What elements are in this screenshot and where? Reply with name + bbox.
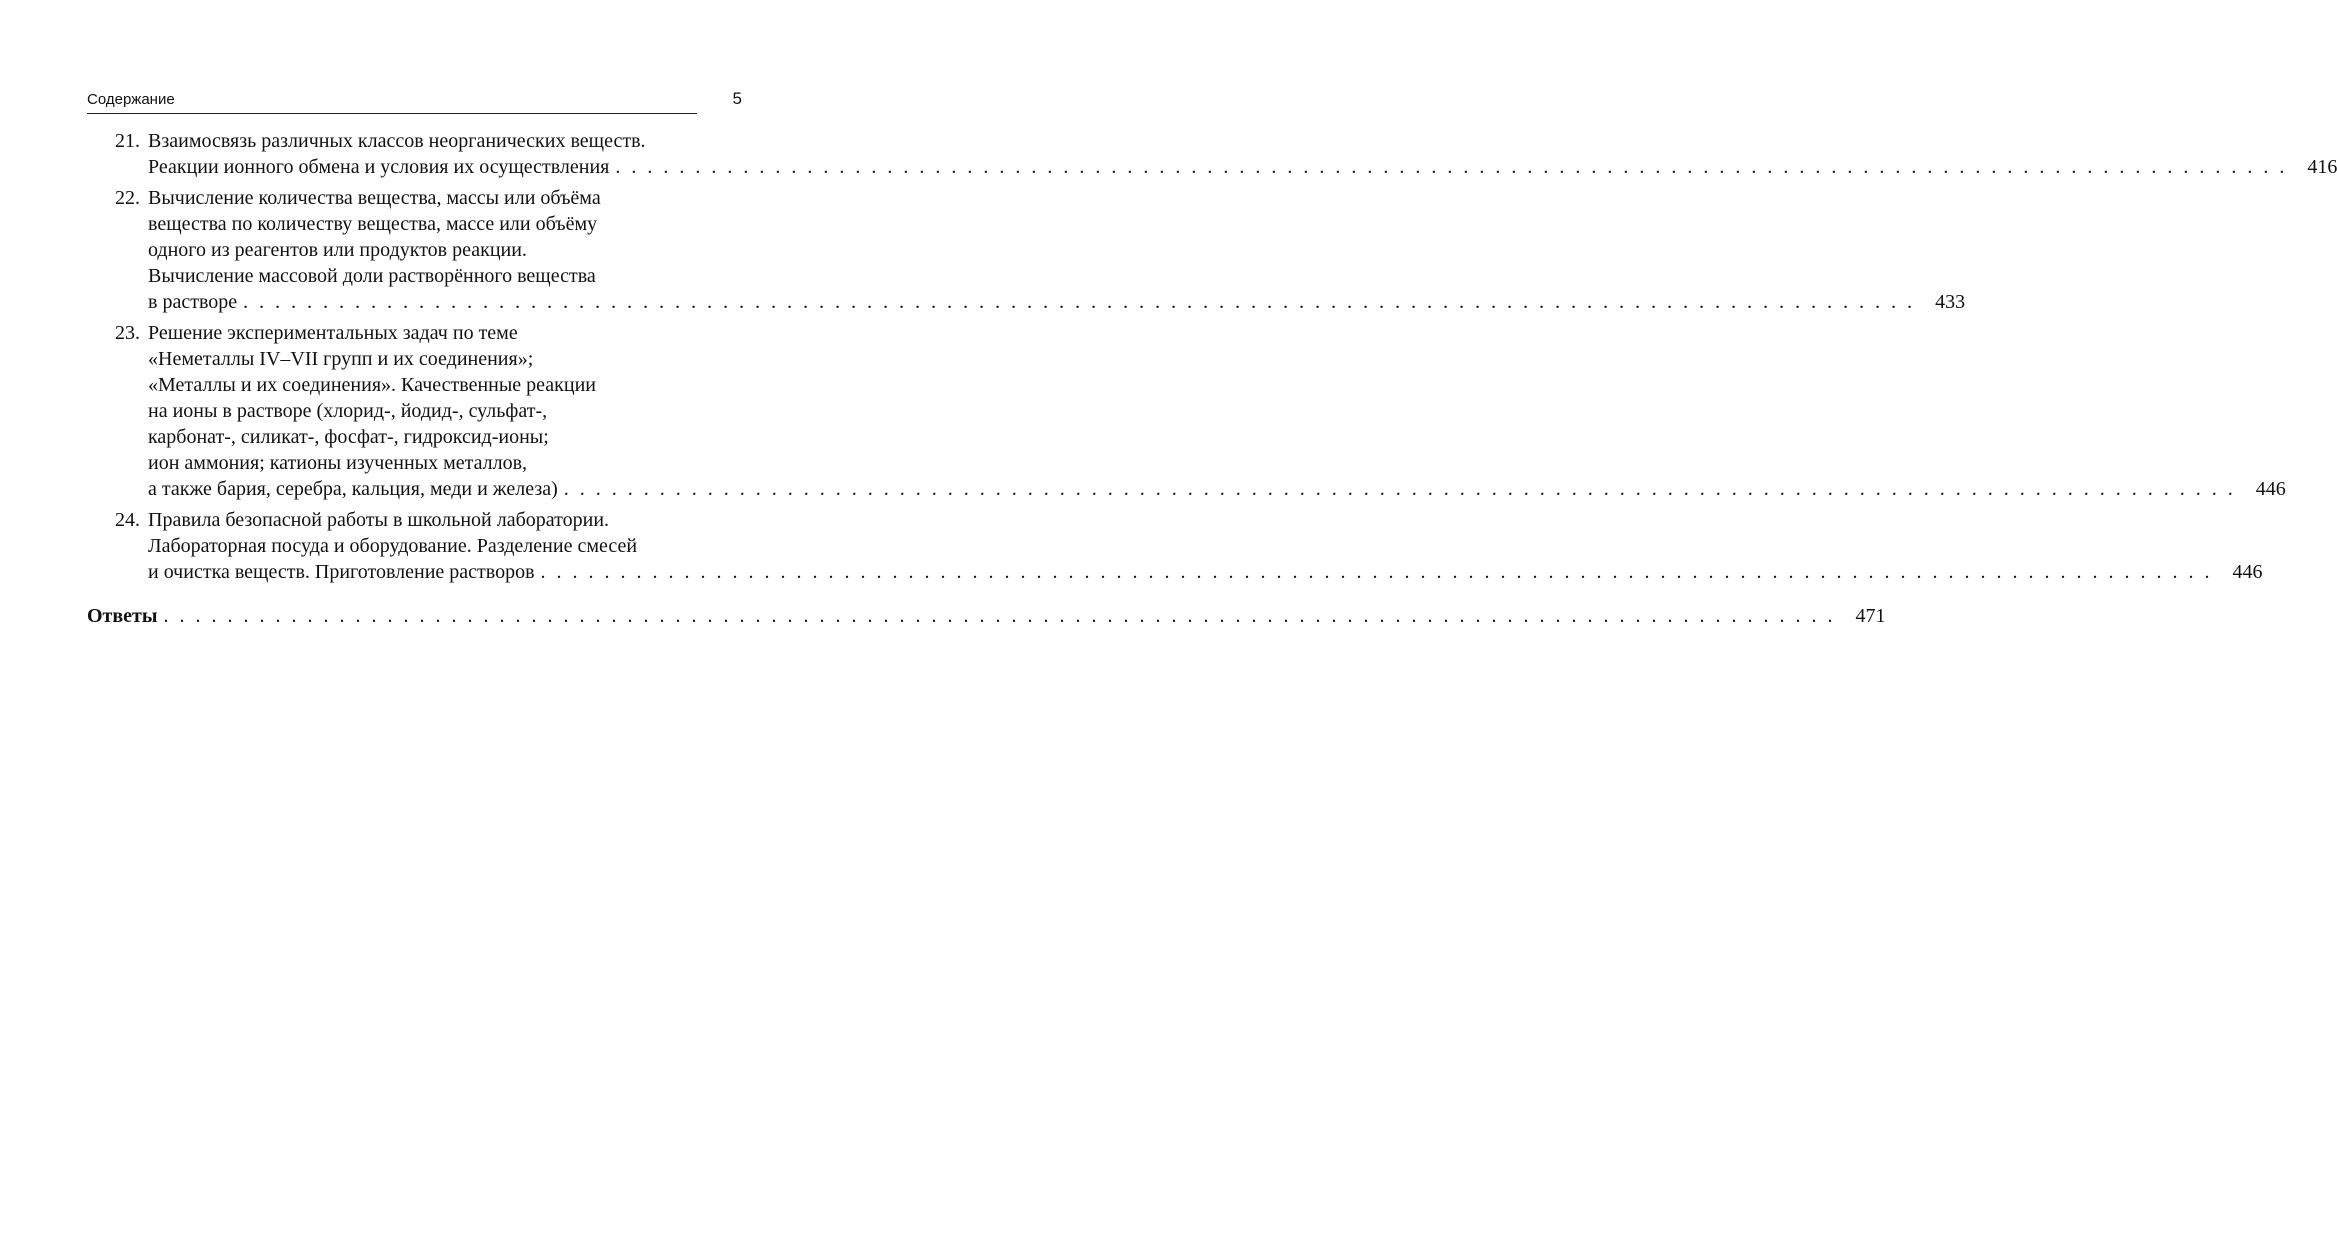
toc-entry-answers (87, 603, 1886, 629)
entry-line: на ионы в растворе (хлорид-, йодид-, сульфат-, (148, 400, 548, 422)
entry-page: 416 (2307, 156, 2337, 178)
entry-line: вещества по количеству вещества, массе или объёму (148, 213, 598, 235)
entry-last-line (148, 559, 2263, 585)
entry-line: Вычисление количества вещества, массы или объёма (148, 187, 601, 209)
entry-line: ион аммония; катионы изученных металлов, (148, 452, 528, 474)
entry-line: «Металлы и их соединения». Качественные реакции (148, 374, 596, 396)
entry-number: 24. (115, 509, 140, 531)
entry-line: Лабораторная посуда и оборудование. Разделение смесей (148, 535, 638, 557)
toc-entry-22 (87, 185, 1966, 315)
answers-label: Ответы (87, 605, 158, 627)
table-of-contents (87, 128, 2337, 629)
entry-last-line (148, 154, 2337, 180)
entry-line: а также бария, серебра, кальция, меди и железа) (148, 478, 558, 500)
dot-leader: . . . . . . . . . . . . . . . . . . . . . . . . . . . . . . . . . . . . . . . . . . . . . . . . . . . . . . . . . . . . . . . . . . . . . . . . . . . . . . . . . . . . . . . . . . . . . . . . . . . . . . . . . (163, 605, 1836, 627)
entry-line: «Неметаллы IV–VII групп и их соединения»; (148, 348, 534, 370)
answers-page: 471 (1855, 605, 1886, 627)
entry-page: 446 (2232, 561, 2263, 583)
dot-leader: . . . . . . . . . . . . . . . . . . . . . . . . . . . . . . . . . . . . . . . . . . . . . . . . . . . . . . . . . . . . . . . . . . . . . . . . . . . . . . . . . . . . . . . . . . . . . . . . . . . . . . . . . (540, 561, 2213, 583)
dot-leader: . . . . . . . . . . . . . . . . . . . . . . . . . . . . . . . . . . . . . . . . . . . . . . . . . . . . . . . . . . . . . . . . . . . . . . . . . . . . . . . . . . . . . . . . . . . . . . . . . . . . . . . . . (243, 291, 1916, 313)
entry-line: Реакции ионного обмена и условия их осуществления (148, 156, 610, 178)
page-number: 5 (732, 89, 742, 108)
entry-number: 23. (115, 322, 140, 344)
entry-line: одного из реагентов или продуктов реакции. (148, 239, 527, 261)
entry-last-line (87, 603, 1886, 629)
entry-line: Правила безопасной работы в школьной лаборатории. (148, 509, 610, 531)
dot-leader: . . . . . . . . . . . . . . . . . . . . . . . . . . . . . . . . . . . . . . . . . . . . . . . . . . . . . . . . . . . . . . . . . . . . . . . . . . . . . . . . . . . . . . . . . . . . . . . . . . . . . . . . . (563, 478, 2236, 500)
entry-line: карбонат-, силикат-, фосфат-, гидроксид-ионы; (148, 426, 549, 448)
toc-entry-23 (87, 320, 2286, 502)
running-header (87, 88, 697, 114)
entry-last-line (148, 289, 1966, 315)
entry-line: и очистка веществ. Приготовление растворов (148, 561, 535, 583)
entry-last-line (148, 476, 2286, 502)
entry-number: 22. (115, 187, 140, 209)
entry-page: 433 (1935, 291, 1966, 313)
dot-leader: . . . . . . . . . . . . . . . . . . . . . . . . . . . . . . . . . . . . . . . . . . . . . . . . . . . . . . . . . . . . . . . . . . . . . . . . . . . . . . . . . . . . . . . . . . . . . . . . . . . . . . . . . (615, 156, 2288, 178)
toc-entry-24 (87, 507, 2263, 585)
entry-line: Вычисление массовой доли растворённого вещества (148, 265, 596, 287)
running-title: Содержание (87, 91, 175, 108)
entry-line: Решение экспериментальных задач по теме (148, 322, 518, 344)
entry-number: 21. (115, 130, 140, 152)
entry-line: Взаимосвязь различных классов неорганических веществ. (148, 130, 646, 152)
entry-line: в растворе (148, 291, 238, 313)
toc-entry-21 (87, 128, 2337, 180)
entry-page: 446 (2255, 478, 2286, 500)
